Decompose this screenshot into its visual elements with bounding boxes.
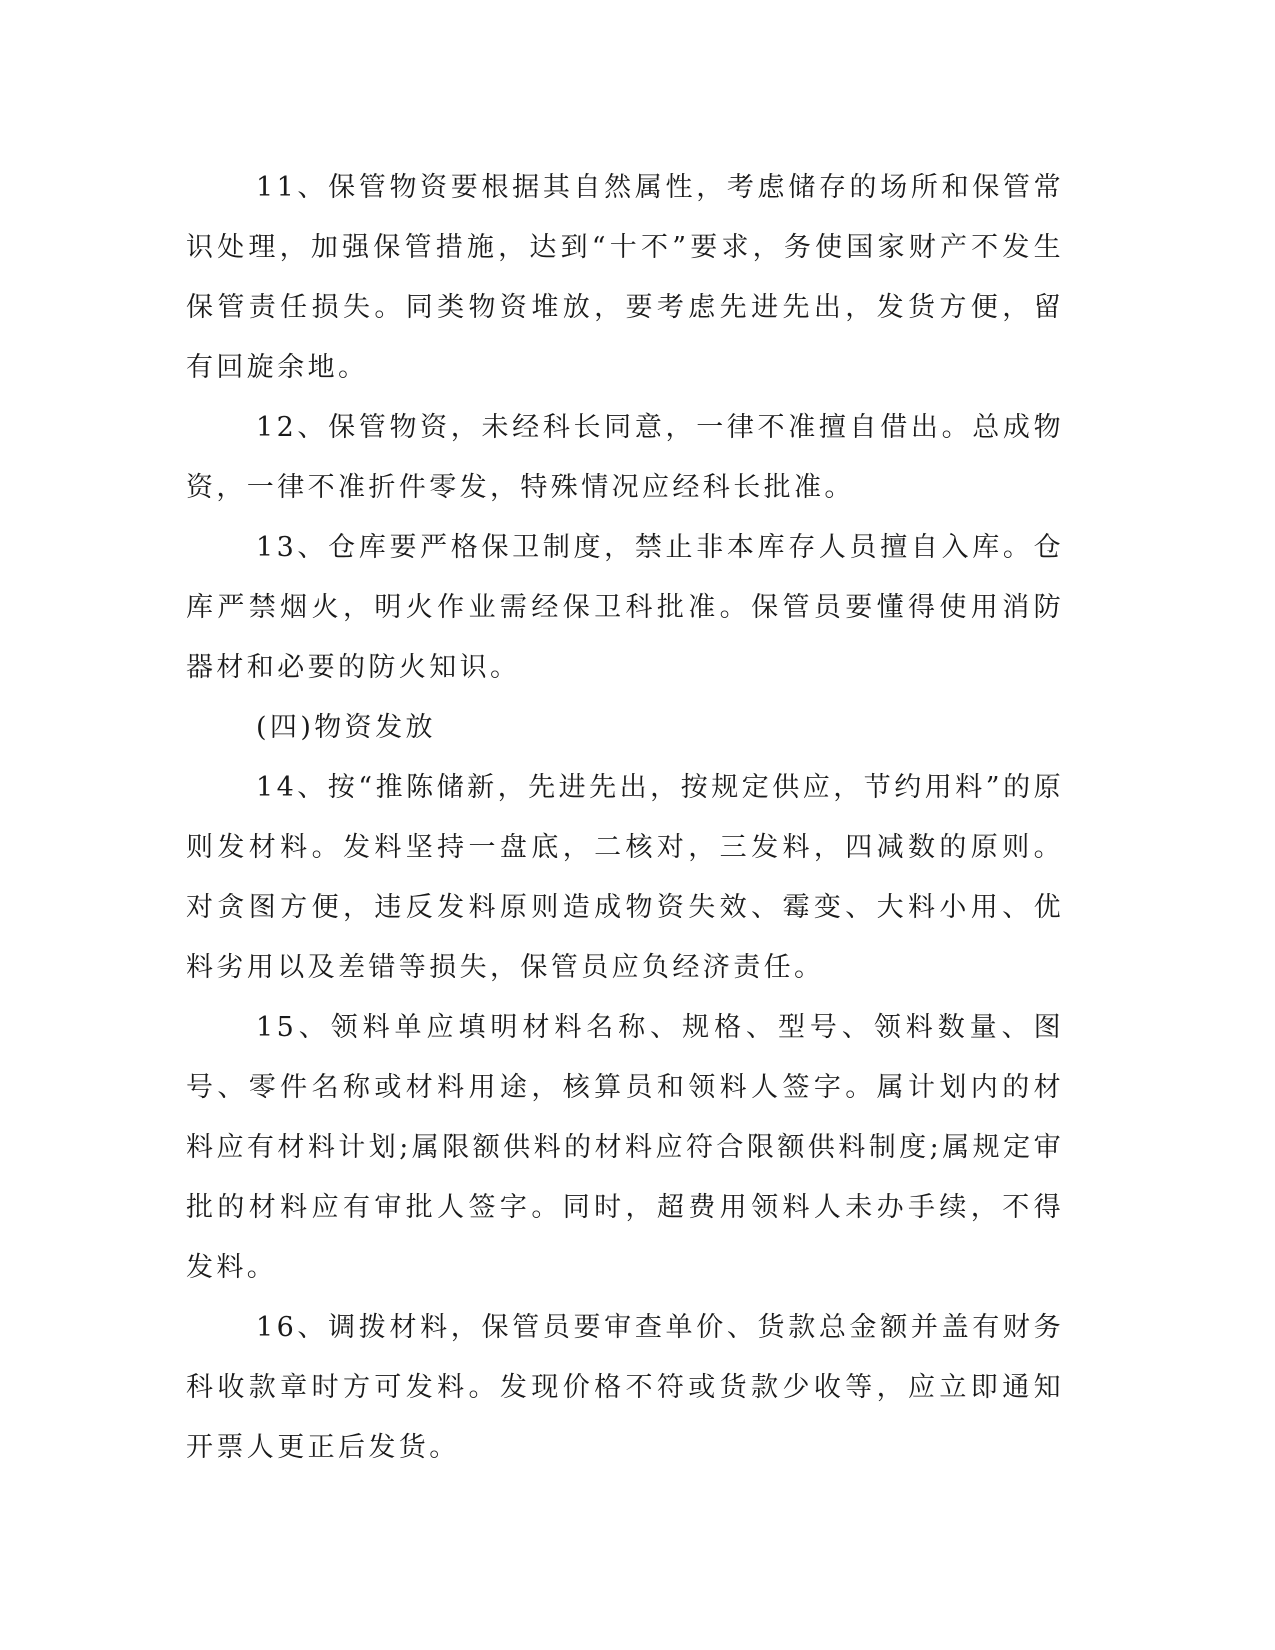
paragraph-item-11: 11、保管物资要根据其自然属性，考虑储存的场所和保管常识处理，加强保管措施，达到“十不”要求，务使国家财产不发生保管责任损失。同类物资堆放，要考虑先进先出，发货方便，留有回旋余地。 (186, 172, 1064, 383)
paragraph-item-15: 15、领料单应填明材料名称、规格、型号、领料数量、图号、零件名称或材料用途，核算员和领料人签字。属计划内的材料应有材料计划;属限额供料的材料应符合限额供料制度;属规定审批的材料应有审批人签字。同时，超费用领料人未办手续，不得发料。 (186, 1012, 1064, 1283)
paragraph-item-12: 12、保管物资，未经科长同意，一律不准擅自借出。总成物资，一律不准折件零发，特殊情况应经科长批准。 (186, 412, 1064, 503)
paragraph-item-13: 13、仓库要严格保卫制度，禁止非本库存人员擅自入库。仓库严禁烟火，明火作业需经保卫科批准。保管员要懂得使用消防器材和必要的防火知识。 (186, 532, 1064, 683)
paragraph-item-16: 16、调拨材料，保管员要审查单价、货款总金额并盖有财务科收款章时方可发料。发现价格不符或货款少收等，应立即通知开票人更正后发货。 (186, 1312, 1064, 1463)
section-heading: (四)物资发放 (256, 712, 436, 743)
document-body (186, 158, 1064, 1478)
paragraph-item-14: 14、按“推陈储新，先进先出，按规定供应，节约用料”的原则发材料。发料坚持一盘底，二核对，三发料，四减数的原则。对贪图方便，违反发料原则造成物资失效、霉变、大料小用、优料劣用以及差错等损失，保管员应负经济责任。 (186, 772, 1064, 983)
